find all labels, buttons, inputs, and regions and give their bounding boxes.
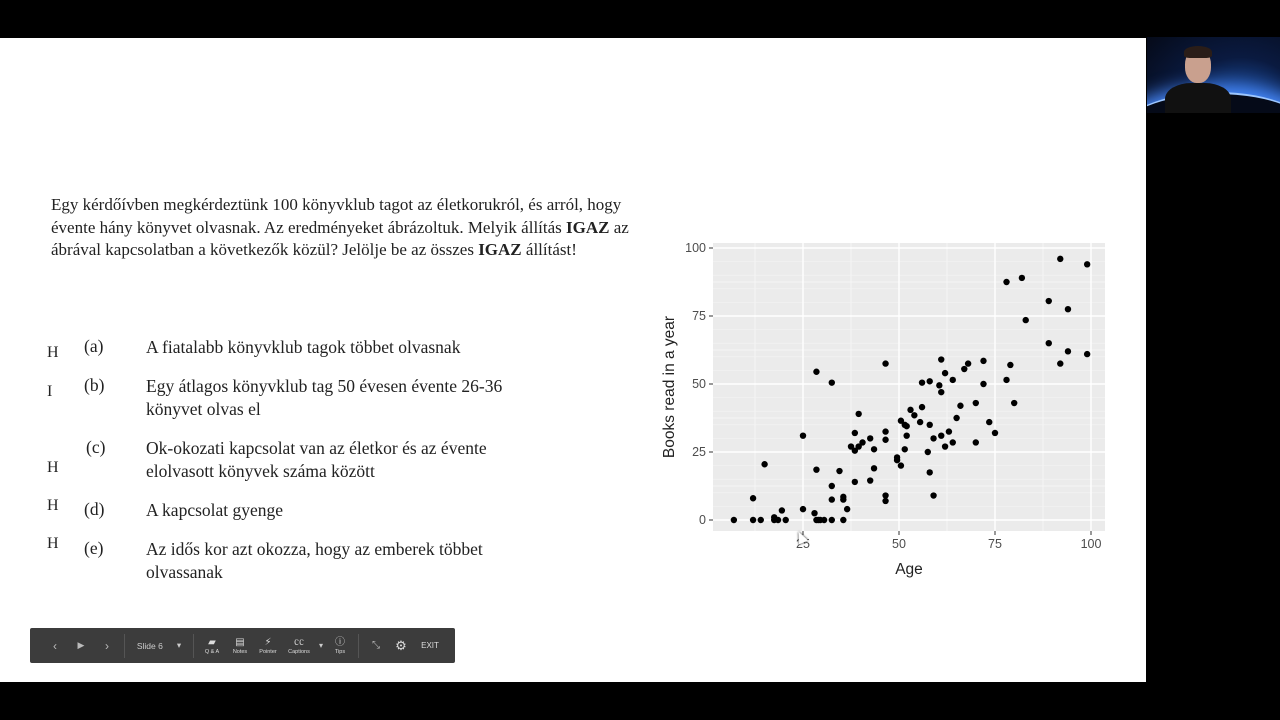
data-point	[750, 517, 756, 523]
question-text	[51, 194, 641, 262]
answer-mark-a: H	[47, 344, 59, 361]
data-point	[758, 517, 764, 523]
answer-mark-c: H	[47, 459, 59, 476]
notes-button[interactable]	[226, 628, 254, 663]
gear-icon: ⚙	[395, 637, 407, 653]
data-point	[783, 517, 789, 523]
option-line: olvassanak	[146, 561, 223, 582]
option-text-e	[146, 538, 483, 583]
option-letter-e: (e)	[84, 538, 104, 558]
data-point	[938, 389, 944, 395]
data-point	[750, 495, 756, 501]
data-point	[961, 366, 967, 372]
data-point	[919, 379, 925, 385]
data-point	[829, 517, 835, 523]
data-point	[821, 517, 827, 523]
data-point	[1007, 362, 1013, 368]
data-point	[1057, 256, 1063, 262]
answer-mark-d: H	[47, 497, 59, 514]
data-point	[942, 443, 948, 449]
y-tick-label: 25	[692, 445, 706, 459]
presenter-body	[1165, 83, 1231, 113]
tips-label: Tips	[334, 648, 346, 655]
x-tick-label: 75	[988, 537, 1002, 551]
data-point	[852, 430, 858, 436]
data-point	[829, 483, 835, 489]
laser-pointer-icon: ⚡	[264, 636, 272, 648]
option-letter-c: (c)	[86, 437, 106, 457]
option-line: A fiatalabb könyvklub tagok többet olvasnak	[146, 337, 461, 357]
data-point	[813, 466, 819, 472]
data-point	[871, 465, 877, 471]
data-point	[1046, 298, 1052, 304]
data-point	[938, 432, 944, 438]
pointer-button[interactable]	[254, 628, 282, 663]
data-point	[1011, 400, 1017, 406]
data-point	[829, 496, 835, 502]
option-line: Az idős kor azt okozza, hogy az emberek többet	[146, 539, 483, 559]
data-point	[882, 498, 888, 504]
data-point	[1046, 340, 1052, 346]
data-point	[953, 415, 959, 421]
presenter-toolbar	[30, 628, 455, 663]
plot-panel	[713, 243, 1105, 531]
captions-icon: ㏄	[294, 636, 304, 648]
y-tick-label: 75	[692, 309, 706, 323]
exit-label: EXIT	[421, 641, 439, 650]
data-point	[852, 479, 858, 485]
option-letter-a: (a)	[84, 336, 104, 356]
data-point	[950, 377, 956, 383]
data-point	[1084, 351, 1090, 357]
data-point	[930, 435, 936, 441]
data-point	[882, 428, 888, 434]
tips-button[interactable]	[326, 628, 354, 663]
data-point	[980, 381, 986, 387]
chevron-right-icon: ›	[105, 638, 109, 653]
exit-button[interactable]	[413, 628, 447, 663]
previous-slide-button[interactable]	[42, 628, 68, 663]
presenter-hair	[1184, 46, 1212, 58]
option-letter-d: (d)	[84, 499, 105, 519]
data-point	[903, 423, 909, 429]
toolbar-divider	[193, 634, 194, 658]
data-point	[957, 403, 963, 409]
data-point	[1019, 275, 1025, 281]
qa-label: Q & A	[204, 648, 220, 655]
slide-selector-dropdown[interactable]	[129, 628, 189, 663]
x-tick-label: 100	[1080, 537, 1102, 551]
data-point	[917, 419, 923, 425]
exit-fullscreen-icon: ⤡	[372, 640, 380, 651]
data-point	[882, 360, 888, 366]
data-point	[829, 379, 835, 385]
data-point	[911, 412, 917, 418]
data-point	[840, 517, 846, 523]
data-point	[925, 449, 931, 455]
data-point	[731, 517, 737, 523]
y-tick-label: 100	[685, 241, 706, 255]
data-point	[938, 356, 944, 362]
data-point	[898, 462, 904, 468]
data-point	[761, 461, 767, 467]
option-line: Ok-okozati kapcsolat van az életkor és az évente	[146, 438, 487, 458]
captions-dropdown-button[interactable]	[316, 628, 326, 663]
data-point	[903, 432, 909, 438]
data-point	[1003, 377, 1009, 383]
answer-mark-e: H	[47, 535, 59, 552]
option-letter-b: (b)	[84, 375, 105, 395]
data-point	[950, 439, 956, 445]
x-axis-label: Age	[895, 561, 923, 578]
option-line: könyvet olvas el	[146, 398, 261, 419]
option-text-b	[146, 375, 502, 420]
data-point	[779, 507, 785, 513]
y-axis-label: Books read in a year	[661, 315, 678, 459]
webcam-video	[1147, 37, 1280, 113]
data-point	[867, 435, 873, 441]
data-point	[946, 428, 952, 434]
option-text-d	[146, 499, 283, 522]
data-point	[986, 419, 992, 425]
data-point	[973, 439, 979, 445]
data-point	[902, 446, 908, 452]
scatter-plot-svg	[650, 200, 1120, 580]
dropdown-caret-icon: ▾	[176, 640, 182, 650]
data-point	[894, 457, 900, 463]
notes-label: Notes	[232, 648, 248, 655]
option-line: elolvasott könyvek száma között	[146, 460, 375, 481]
slide-label: Slide 6	[136, 640, 163, 651]
data-point	[882, 492, 888, 498]
data-point	[942, 370, 948, 376]
data-point	[927, 469, 933, 475]
settings-button[interactable]	[389, 628, 413, 663]
data-point	[992, 430, 998, 436]
x-tick-label: 25	[796, 537, 810, 551]
data-point	[775, 517, 781, 523]
data-point	[813, 369, 819, 375]
data-point	[930, 492, 936, 498]
next-slide-button[interactable]	[94, 628, 120, 663]
exit-fullscreen-button[interactable]	[363, 628, 389, 663]
question-part-3: állítást!	[521, 240, 577, 259]
data-point	[882, 437, 888, 443]
data-point	[844, 506, 850, 512]
option-line: Egy átlagos könyvklub tag 50 évesen évente 26-36	[146, 376, 503, 396]
data-point	[811, 510, 817, 516]
data-point	[980, 358, 986, 364]
play-icon: ▶	[77, 640, 85, 650]
data-point	[907, 407, 913, 413]
option-text-a	[146, 336, 460, 359]
data-point	[927, 378, 933, 384]
data-point	[855, 411, 861, 417]
question-part-1: Egy kérdőívben megkérdeztünk 100 könyvklub tagot az életkorukról, és arról, hogy évente hány könyvet olvasnak. Az eredményeket ábrázoltuk. Melyik állítás	[51, 195, 622, 237]
chevron-left-icon: ‹	[53, 638, 57, 653]
captions-button[interactable]	[282, 628, 316, 663]
data-point	[867, 477, 873, 483]
data-point	[1065, 306, 1071, 312]
data-point	[800, 506, 806, 512]
notes-icon: ▤	[235, 636, 245, 648]
data-point	[840, 496, 846, 502]
data-point	[800, 432, 806, 438]
answer-mark-b: I	[47, 383, 53, 400]
data-point	[1065, 348, 1071, 354]
presentation-slide	[0, 38, 1146, 682]
data-point	[973, 400, 979, 406]
captions-label: Captions	[288, 648, 310, 655]
question-part-2: az ábrával kapcsolatban a következők közül? Jelölje be az összes	[51, 217, 629, 259]
option-text-c	[146, 437, 487, 482]
x-tick-label: 50	[892, 537, 906, 551]
data-point	[1003, 279, 1009, 285]
data-point	[965, 360, 971, 366]
question-bold-igaz-2: IGAZ	[478, 240, 522, 259]
qa-button[interactable]	[198, 628, 226, 663]
option-line: A kapcsolat gyenge	[146, 500, 284, 520]
dropdown-caret-icon: ▾	[318, 641, 323, 650]
info-icon: ⓘ	[335, 636, 345, 648]
data-point	[1057, 360, 1063, 366]
data-point	[859, 439, 865, 445]
qa-icon: ▰	[208, 636, 216, 648]
play-button[interactable]	[68, 628, 94, 663]
toolbar-divider	[358, 634, 359, 658]
data-point	[836, 468, 842, 474]
y-tick-label: 50	[692, 377, 706, 391]
data-point	[919, 404, 925, 410]
data-point	[871, 446, 877, 452]
scatter-chart	[650, 200, 1120, 580]
pointer-label: Pointer	[259, 648, 277, 655]
y-tick-label: 0	[699, 513, 706, 527]
data-point	[936, 382, 942, 388]
data-point	[1023, 317, 1029, 323]
question-bold-igaz-1: IGAZ	[566, 217, 610, 237]
data-point	[1084, 261, 1090, 267]
data-point	[927, 422, 933, 428]
toolbar-divider	[124, 634, 125, 658]
